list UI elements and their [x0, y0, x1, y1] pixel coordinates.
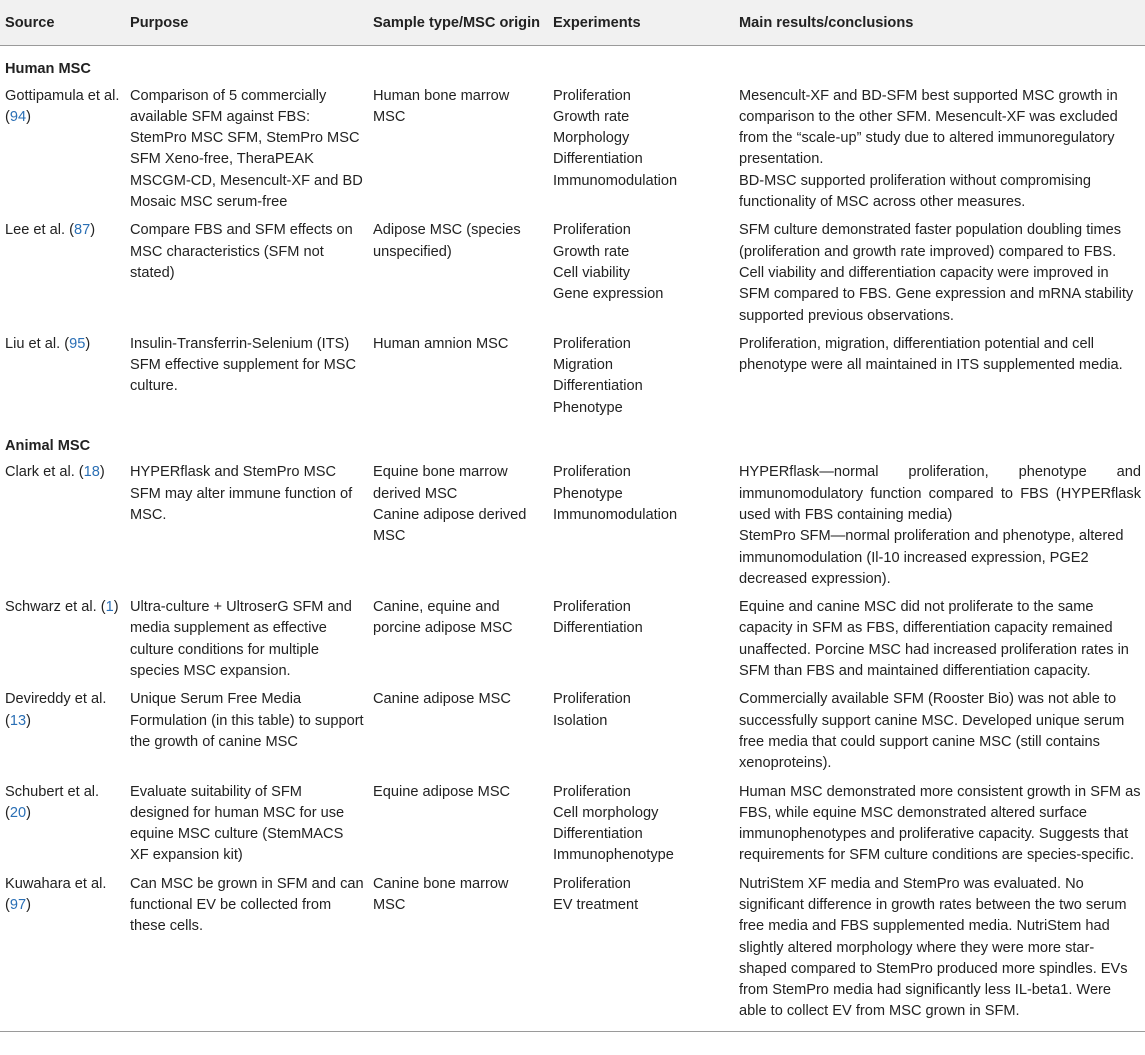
experiments-cell: [548, 778, 734, 870]
sample-cell: [368, 685, 548, 777]
sample-line: Equine adipose MSC: [373, 783, 511, 800]
source-name: Clark et al.: [5, 464, 75, 481]
results-cell: [734, 685, 1145, 777]
sample-cell: [368, 216, 548, 329]
source-cell: Devireddy et al. (13): [5, 691, 107, 729]
result-paragraph: Proliferation, migration, differentiation potential and cell phenotype were all maintained in ITS supplemented media.: [739, 335, 1123, 374]
results-cell: [734, 458, 1145, 593]
purpose-cell: Can MSC be grown in SFM and can functional EV be collected from these cells.: [125, 870, 368, 1032]
purpose-cell: Unique Serum Free Media Formulation (in this table) to support the growth of canine MSC: [130, 691, 364, 750]
sample-line: Canine, equine and porcine adipose MSC: [373, 599, 513, 637]
experiment-item: EV treatment: [553, 896, 639, 913]
purpose-cell: HYPERflask and StemPro MSC SFM may alter immune function of MSC.: [130, 464, 353, 523]
header-sample-type: Sample type/MSC origin: [368, 0, 548, 46]
reference-link[interactable]: 97: [9, 896, 27, 913]
reference-link[interactable]: 87: [73, 222, 91, 239]
source-name: Schubert et al.: [5, 783, 100, 800]
experiments-cell: [548, 82, 734, 217]
table-row: [0, 685, 1145, 777]
result-paragraph: Commercially available SFM (Rooster Bio) was not able to successfully support canine MSC. Developed unique serum free media that could support canine MSC (still contains xenoproteins).: [739, 691, 1125, 772]
table-row: [0, 778, 1145, 870]
experiment-item: Differentiation: [553, 378, 643, 395]
source-name: Kuwahara et al.: [5, 875, 107, 892]
result-paragraph: StemPro SFM—normal proliferation and phenotype, altered immunomodulation (Il-10 increased expression, PGE2 decreased expression).: [739, 528, 1124, 587]
source-name: Gottipamula et al.: [5, 87, 120, 104]
reference-link[interactable]: 95: [69, 335, 86, 352]
experiment-item: Isolation: [553, 712, 608, 729]
experiment-item: Immunomodulation: [553, 172, 678, 189]
results-cell: [734, 778, 1145, 870]
reference-link[interactable]: 13: [9, 712, 27, 729]
sample-cell: [368, 458, 548, 593]
experiment-item: Proliferation: [553, 335, 631, 352]
sample-cell: [368, 330, 548, 422]
experiment-item: Immunomodulation: [553, 506, 678, 523]
experiment-item: Proliferation: [553, 464, 631, 481]
result-paragraph: SFM culture demonstrated faster population doubling times (proliferation and growth rate improved) compared to FBS. Cell viability and differentiation capacity were improved in SFM compared to FBS. Gene expression and mRNA stability supported previous observations.: [739, 222, 1134, 324]
sample-cell: [368, 82, 548, 217]
sample-line: Human bone marrow MSC: [373, 87, 510, 125]
section-row-animal: [0, 422, 1145, 458]
sample-line: Adipose MSC (species unspecified): [373, 222, 521, 260]
experiment-item: Migration: [553, 357, 614, 374]
experiments-cell: [548, 216, 734, 329]
experiments-cell: [548, 593, 734, 685]
experiment-item: Proliferation: [553, 222, 631, 239]
experiment-item: Proliferation: [553, 599, 631, 616]
table-row: [0, 216, 1145, 329]
results-cell: [734, 82, 1145, 217]
experiment-item: Proliferation: [553, 783, 631, 800]
table-row: [0, 593, 1145, 685]
experiments-cell: [548, 685, 734, 777]
source-cell: Lee et al. (87): [5, 222, 96, 239]
section-row-human: [0, 46, 1145, 82]
source-cell: Liu et al. (95): [5, 335, 91, 352]
experiment-item: Cell morphology: [553, 804, 659, 821]
source-name: Schwarz et al.: [5, 599, 97, 616]
table-header: [0, 0, 1145, 46]
experiment-item: Proliferation: [553, 691, 631, 708]
table-row: [0, 82, 1145, 217]
header-row: [0, 0, 1145, 46]
experiments-cell: [548, 870, 734, 1032]
results-cell: [734, 870, 1145, 1032]
header-main-results: Main results/conclusions: [734, 0, 1145, 46]
experiment-item: Immunophenotype: [553, 847, 674, 864]
reference-link[interactable]: 20: [9, 804, 27, 821]
header-source: Source: [0, 0, 125, 46]
header-experiments: Experiments: [548, 0, 734, 46]
experiment-item: Differentiation: [553, 151, 643, 168]
result-paragraph: Human MSC demonstrated more consistent growth in SFM as FBS, while equine MSC demonstrated altered surface immunophenotypes and proliferative capacity. Suggests that requirements for SFM culture conditions are species-specific.: [739, 783, 1141, 864]
sample-cell: [368, 593, 548, 685]
sample-line: Canine bone marrow MSC: [373, 875, 509, 913]
sample-cell: [368, 870, 548, 1032]
purpose-cell: Insulin-Transferrin-Selenium (ITS) SFM effective supplement for MSC culture.: [130, 335, 357, 395]
reference-link[interactable]: 18: [83, 464, 100, 481]
source-cell: Gottipamula et al. (94): [5, 87, 120, 125]
results-cell: [734, 216, 1145, 329]
results-cell: [734, 330, 1145, 422]
source-name: Devireddy et al.: [5, 691, 107, 708]
section-title: Human MSC: [5, 61, 91, 78]
experiment-item: Growth rate: [553, 243, 630, 260]
table-row: [0, 330, 1145, 422]
experiment-item: Gene expression: [553, 286, 664, 303]
header-purpose: Purpose: [125, 0, 368, 46]
table-row: [0, 870, 1145, 1032]
experiments-cell: [548, 458, 734, 593]
sample-line: Canine adipose MSC: [373, 691, 511, 708]
results-cell: [734, 593, 1145, 685]
experiment-item: Differentiation: [553, 826, 643, 843]
experiment-item: Growth rate: [553, 108, 630, 125]
table-body: [0, 46, 1145, 1031]
purpose-cell: Comparison of 5 commercially available SFM against FBS: StemPro MSC SFM, StemPro MSC SFM Xeno-free, TheraPEAK MSCGM-CD, Mesencult-XF and BD Mosaic MSC serum-free: [130, 87, 363, 211]
result-paragraph: Equine and canine MSC did not proliferate to the same capacity in SFM as FBS, differentiation capacity remained unaffected. Porcine MSC had increased proliferation rates in SFM than FBS and maintained differentiation capacity.: [739, 599, 1129, 680]
experiment-item: Proliferation: [553, 875, 631, 892]
reference-link[interactable]: 94: [9, 108, 27, 125]
purpose-cell: Evaluate suitability of SFM designed for human MSC for use equine MSC culture (StemMACS XF expansion kit): [130, 783, 345, 864]
experiment-item: Morphology: [553, 130, 630, 147]
source-name: Lee et al.: [5, 222, 66, 239]
purpose-cell: Compare FBS and SFM effects on MSC characteristics (SFM not stated): [130, 222, 353, 281]
experiment-item: Phenotype: [553, 399, 623, 416]
experiment-item: Differentiation: [553, 620, 643, 637]
sample-line: Equine bone marrow derived MSC: [373, 464, 508, 502]
source-cell: Clark et al. (18): [5, 464, 105, 481]
result-paragraph: HYPERflask—normal proliferation, phenotype and immunomodulatory function compared to FBS (HYPERflask used with FBS containing media): [739, 464, 1141, 523]
result-paragraph: Mesencult-XF and BD-SFM best supported MSC growth in comparison to the other SFM. Mesencult-XF was excluded from the “scale-up” study due to altered immunoregulatory presentation.: [739, 87, 1118, 168]
section-title: Animal MSC: [5, 438, 91, 455]
source-cell: Schubert et al. (20): [5, 783, 100, 821]
sample-cell: [368, 778, 548, 870]
sample-line: Canine adipose derived MSC: [373, 506, 527, 545]
result-paragraph: BD-MSC supported proliferation without compromising functionality of MSC across other measures.: [739, 172, 1092, 211]
source-cell: Schwarz et al. (1): [5, 599, 119, 616]
sample-line: Human amnion MSC: [373, 335, 509, 352]
experiments-cell: [548, 330, 734, 422]
experiment-item: Phenotype: [553, 485, 623, 502]
experiment-item: Proliferation: [553, 87, 631, 104]
reference-link[interactable]: 1: [105, 599, 114, 616]
experiment-item: Cell viability: [553, 264, 631, 281]
table-row: [0, 458, 1145, 593]
source-name: Liu et al.: [5, 335, 61, 352]
source-cell: Kuwahara et al. (97): [0, 870, 125, 1032]
result-paragraph: NutriStem XF media and StemPro was evaluated. No significant difference in growth rates between the two serum free media and FBS supplemented media. NutriStem had slightly altered morphology where they were more star-shaped compared to StemPro produced more spindles. EVs from StemPro media had significantly less IL-beta1. Were able to collect EV from MSC grown in SFM.: [739, 875, 1128, 1020]
purpose-cell: Ultra-culture + UltroserG SFM and media supplement as effective culture conditions for multiple species MSC expansion.: [130, 599, 352, 680]
